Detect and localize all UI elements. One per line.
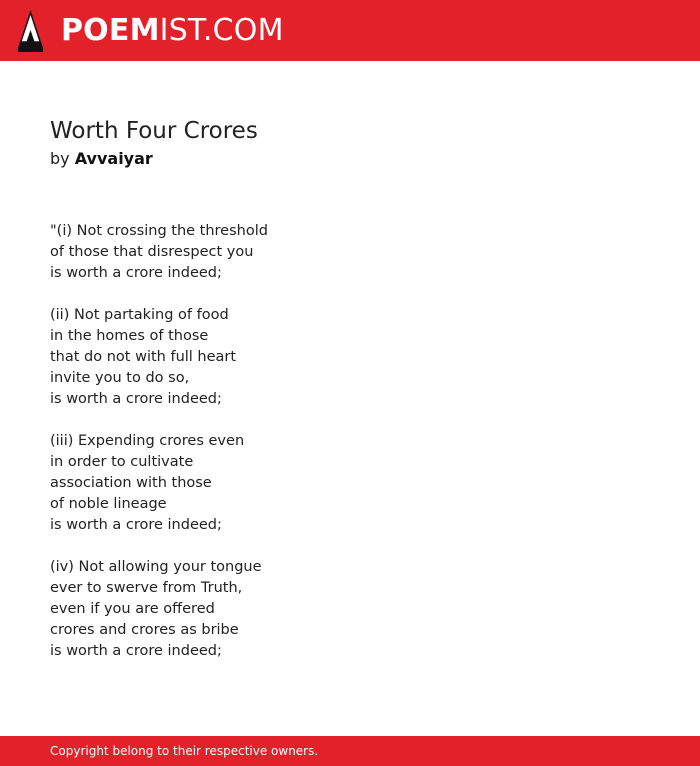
- poem-line: is worth a crore indeed;: [50, 265, 222, 281]
- poem-title: Worth Four Crores: [50, 118, 258, 144]
- poem-line: invite you to do so,: [50, 370, 190, 386]
- by-label: by: [50, 149, 70, 168]
- site-footer: [0, 736, 700, 766]
- poem-byline: [50, 147, 650, 171]
- poem-line: is worth a crore indeed;: [50, 517, 222, 533]
- site-logo-link[interactable]: [18, 10, 284, 52]
- poem-line: even if you are offered: [50, 601, 215, 617]
- poem-line: of noble lineage: [50, 496, 167, 512]
- poem-line: is worth a crore indeed;: [50, 391, 222, 407]
- poem-line: in the homes of those: [50, 328, 209, 344]
- poem-line: association with those: [50, 475, 212, 491]
- stanza: [50, 221, 650, 284]
- site-header: [0, 0, 700, 61]
- stanza: [50, 557, 650, 662]
- pencil-tip-icon: [18, 10, 43, 52]
- stanza: [50, 431, 650, 536]
- poem-line: ever to swerve from Truth,: [50, 580, 243, 596]
- poem-line: (iv) Not allowing your tongue: [50, 559, 262, 575]
- poem-line: that do not with full heart: [50, 349, 237, 365]
- site-logo-text: [61, 10, 284, 52]
- poem-line: crores and crores as bribe: [50, 622, 239, 638]
- poem-line: (ii) Not partaking of food: [50, 307, 229, 323]
- poem-line: in order to cultivate: [50, 454, 194, 470]
- logo-light-text: IST.COM: [159, 13, 284, 48]
- poem-line: of those that disrespect you: [50, 244, 254, 260]
- poem-body: [50, 221, 650, 662]
- poem-line: (iii) Expending crores even: [50, 433, 245, 449]
- poem-line: "(i) Not crossing the threshold: [50, 223, 268, 239]
- logo-bold-text: POEM: [61, 13, 160, 48]
- poem-content: [50, 115, 650, 683]
- copyright-text: Copyright belong to their respective owners.: [50, 744, 319, 758]
- poem-line: is worth a crore indeed;: [50, 643, 222, 659]
- author-name: Avvaiyar: [74, 149, 153, 168]
- stanza: [50, 305, 650, 410]
